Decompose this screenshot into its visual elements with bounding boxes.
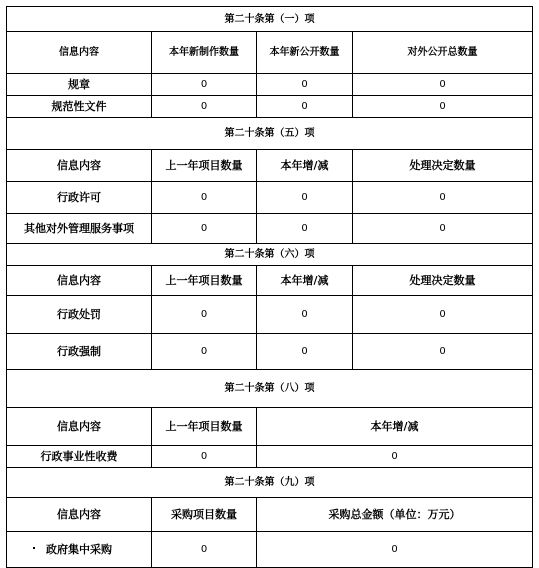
section-title: 第二十条第（五）项 <box>7 118 533 150</box>
column-header: 信息内容 <box>7 266 152 296</box>
section-title: 第二十条第（八）项 <box>7 370 533 408</box>
table-row <box>7 182 533 214</box>
cell-value: 0 <box>152 74 257 96</box>
row-label: 行政事业性收费 <box>7 446 152 468</box>
cell-value: 0 <box>152 182 257 214</box>
row-label: 规范性文件 <box>7 96 152 118</box>
section-title: 第二十条第（一）项 <box>7 7 533 32</box>
table-row <box>7 334 533 370</box>
cell-value: 0 <box>257 446 533 468</box>
column-header: 对外公开总数量 <box>353 32 533 74</box>
table-row <box>7 214 533 244</box>
row-label: 规章 <box>7 74 152 96</box>
row-label: 行政强制 <box>7 334 152 370</box>
row-label: 其他对外管理服务事项 <box>7 214 152 244</box>
table-row <box>7 296 533 334</box>
column-header: 信息内容 <box>7 32 152 74</box>
cell-value: 0 <box>152 446 257 468</box>
cell-value: 0 <box>257 96 353 118</box>
cell-value: 0 <box>353 296 533 334</box>
cell-value: 0 <box>353 214 533 244</box>
column-header: 上一年项目数量 <box>152 408 257 446</box>
column-header: 本年增/减 <box>257 150 353 182</box>
cell-value: 0 <box>152 532 257 568</box>
column-header: 信息内容 <box>7 498 152 532</box>
column-header: 采购总金额（单位：万元） <box>257 498 533 532</box>
cell-value: 0 <box>257 74 353 96</box>
cell-value: 0 <box>152 296 257 334</box>
column-header: 本年新制作数量 <box>152 32 257 74</box>
column-header: 信息内容 <box>7 408 152 446</box>
disclosure-table <box>6 6 533 568</box>
cell-value: 0 <box>257 334 353 370</box>
cell-value: 0 <box>353 96 533 118</box>
column-header: 处理决定数量 <box>353 266 533 296</box>
table-row <box>7 74 533 96</box>
cell-value: 0 <box>353 74 533 96</box>
cell-value: 0 <box>152 96 257 118</box>
row-label: 行政许可 <box>7 182 152 214</box>
row-label: 行政处罚 <box>7 296 152 334</box>
cell-value: 0 <box>257 214 353 244</box>
table-row <box>7 446 533 468</box>
section-title: 第二十条第（六）项 <box>7 244 533 266</box>
cell-value: 0 <box>152 214 257 244</box>
column-header: 信息内容 <box>7 150 152 182</box>
text-cursor-mark <box>33 547 35 549</box>
table-row <box>7 96 533 118</box>
column-header: 本年新公开数量 <box>257 32 353 74</box>
column-header: 上一年项目数量 <box>152 150 257 182</box>
cell-value: 0 <box>152 334 257 370</box>
row-label: 政府集中采购 <box>7 532 152 568</box>
column-header: 本年增/减 <box>257 408 533 446</box>
cell-value: 0 <box>353 334 533 370</box>
cell-value: 0 <box>257 296 353 334</box>
cell-value: 0 <box>257 532 533 568</box>
cell-value: 0 <box>257 182 353 214</box>
column-header: 采购项目数量 <box>152 498 257 532</box>
table-row <box>7 532 533 568</box>
column-header: 上一年项目数量 <box>152 266 257 296</box>
column-header: 处理决定数量 <box>353 150 533 182</box>
cell-value: 0 <box>353 182 533 214</box>
section-title: 第二十条第（九）项 <box>7 468 533 498</box>
column-header: 本年增/减 <box>257 266 353 296</box>
